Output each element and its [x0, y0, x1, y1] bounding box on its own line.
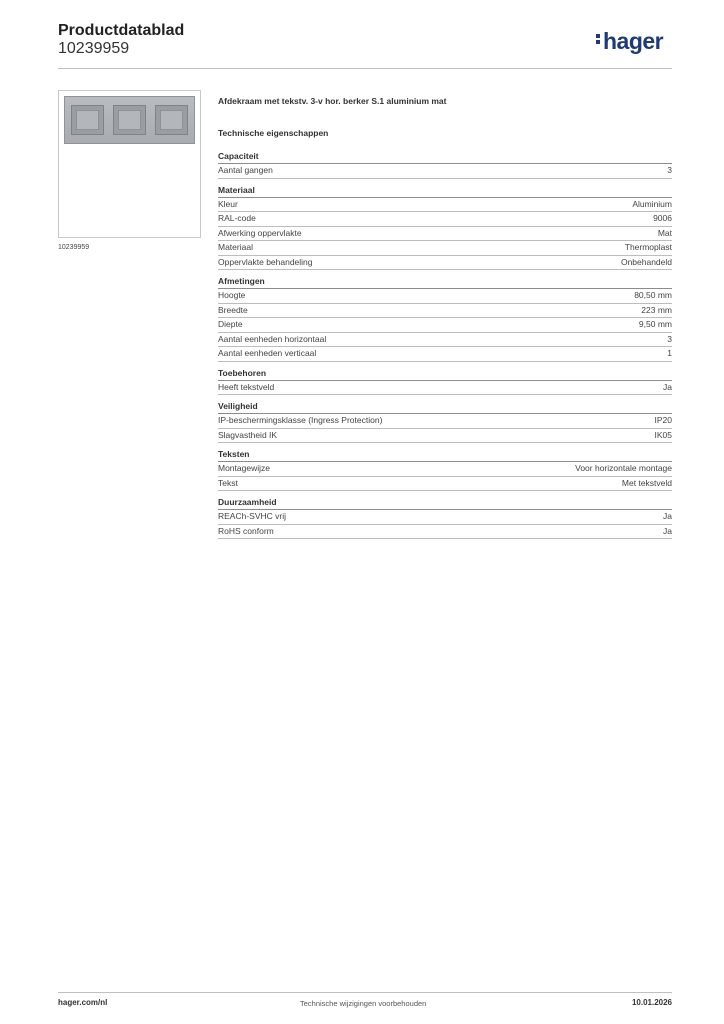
spec-group	[218, 497, 672, 539]
spec-value: Onbehandeld	[620, 256, 672, 267]
spec-row	[218, 525, 672, 540]
spec-group	[218, 449, 672, 491]
spec-label: Montagewijze	[218, 463, 270, 473]
spec-label: REACh-SVHC vrij	[218, 511, 287, 521]
spec-label: Kleur	[218, 198, 238, 209]
spec-group-title: Materiaal	[218, 185, 672, 198]
spec-value: 1	[667, 348, 672, 358]
spec-label: Diepte	[218, 319, 243, 329]
product-image	[58, 90, 201, 238]
spec-label: Heeft tekstveld	[218, 381, 275, 392]
frame-3-gang-product-photo-icon	[64, 96, 195, 144]
spec-value: 3	[667, 333, 672, 344]
spec-value: IK05	[654, 429, 672, 440]
spec-label: Afwerking oppervlakte	[218, 227, 302, 238]
spec-label: RAL-code	[218, 213, 256, 223]
spec-group-title: Veiligheid	[218, 401, 672, 414]
page-title: Productdatablad	[58, 22, 185, 39]
spec-group	[218, 185, 672, 271]
spec-row	[218, 318, 672, 333]
spec-group	[218, 401, 672, 443]
spec-value: 3	[667, 165, 672, 175]
spec-row	[218, 510, 672, 525]
footer-notice: Technische wijzigingen voorbehouden	[300, 999, 427, 1008]
spec-row	[218, 164, 672, 179]
spec-label: Aantal eenheden verticaal	[218, 348, 317, 358]
spec-label: Aantal eenheden horizontaal	[218, 333, 327, 344]
spec-value: Aluminium	[632, 198, 672, 209]
spec-label: Breedte	[218, 304, 248, 315]
spec-row	[218, 198, 672, 213]
header-divider	[58, 68, 672, 69]
spec-value: Ja	[663, 381, 672, 392]
spec-value: Voor horizontale montage	[575, 463, 672, 473]
footer-website[interactable]: hager.com/nl	[58, 998, 108, 1007]
spec-group	[218, 368, 672, 396]
image-caption: 10239959	[58, 244, 90, 251]
spec-label: IP-beschermingsklasse (Ingress Protection)	[218, 415, 383, 425]
footer-divider	[58, 992, 672, 993]
spec-label: Slagvastheid IK	[218, 429, 278, 440]
hager-logo	[596, 28, 663, 55]
spec-label: Tekst	[218, 477, 238, 488]
spec-row	[218, 304, 672, 319]
spec-group-title: Teksten	[218, 449, 672, 462]
spec-value: IP20	[654, 415, 672, 425]
product-number: 10239959	[58, 40, 130, 57]
spec-row	[218, 462, 672, 477]
spec-label: Hoogte	[218, 290, 246, 300]
product-description: Afdekraam met tekstv. 3-v hor. berker S.1 aluminium mat	[218, 96, 447, 106]
spec-value: Ja	[663, 511, 672, 521]
spec-row	[218, 256, 672, 271]
tech-heading: Technische eigenschappen	[218, 128, 329, 138]
spec-row	[218, 241, 672, 256]
spec-value: Met tekstveld	[621, 477, 672, 488]
spec-value: 80,50 mm	[634, 290, 672, 300]
spec-label: RoHS conform	[218, 525, 274, 536]
spec-row	[218, 414, 672, 429]
spec-row	[218, 477, 672, 492]
spec-label: Materiaal	[218, 242, 253, 252]
spec-value: Ja	[663, 525, 672, 536]
spec-row	[218, 227, 672, 242]
spec-row	[218, 289, 672, 304]
spec-group-title: Afmetingen	[218, 276, 672, 289]
spec-label: Oppervlakte behandeling	[218, 256, 313, 267]
spec-row	[218, 333, 672, 348]
logo-text: hager	[603, 28, 664, 54]
spec-group	[218, 151, 672, 179]
spec-value: 9006	[653, 213, 672, 223]
spec-value: 9,50 mm	[638, 319, 672, 329]
spec-groups	[218, 151, 672, 539]
spec-row	[218, 347, 672, 362]
spec-row	[218, 429, 672, 444]
spec-row	[218, 212, 672, 227]
spec-value: Mat	[657, 227, 672, 238]
spec-group-title: Capaciteit	[218, 151, 672, 164]
footer-date: 10.01.2026	[631, 998, 672, 1007]
spec-value: Thermoplast	[624, 242, 672, 252]
logo-colon-icon	[596, 32, 601, 46]
spec-group-title: Duurzaamheid	[218, 497, 672, 510]
spec-group-title: Toebehoren	[218, 368, 672, 381]
spec-row	[218, 381, 672, 396]
spec-label: Aantal gangen	[218, 165, 273, 175]
spec-value: 223 mm	[641, 304, 672, 315]
spec-group	[218, 276, 672, 362]
product-specs	[218, 92, 672, 539]
